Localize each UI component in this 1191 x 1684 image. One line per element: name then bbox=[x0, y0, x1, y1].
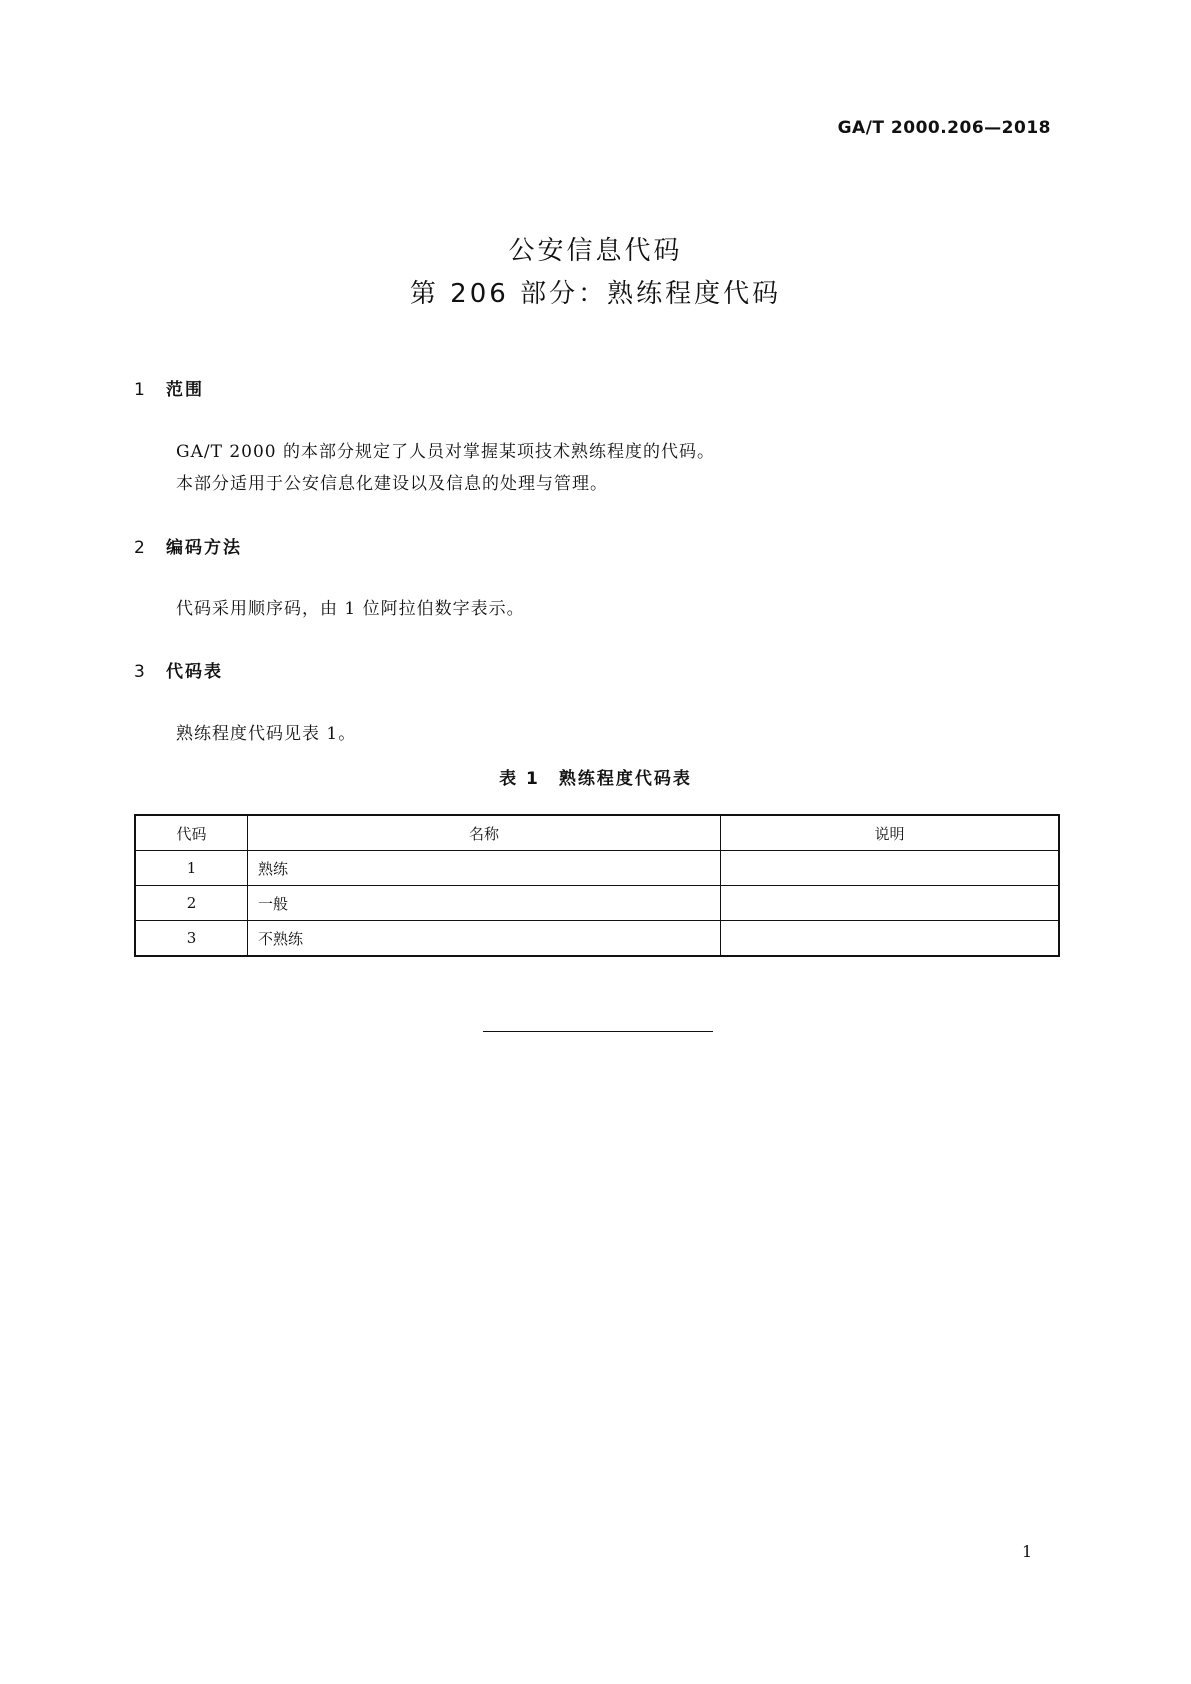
table-row bbox=[135, 851, 1059, 886]
cell-note bbox=[721, 851, 1060, 886]
paragraph: GA/T 2000 的本部分规定了人员对掌握某项技术熟练程度的代码。 bbox=[176, 442, 715, 462]
cell-code: 3 bbox=[135, 921, 248, 957]
cell-name: 不熟练 bbox=[248, 921, 721, 957]
section-title: 代码表 bbox=[166, 662, 223, 682]
section-title: 编码方法 bbox=[166, 538, 242, 558]
paragraph: 代码采用顺序码，由 1 位阿拉伯数字表示。 bbox=[176, 599, 525, 619]
cell-name: 一般 bbox=[248, 886, 721, 921]
standard-code: GA/T 2000.206—2018 bbox=[837, 118, 1051, 138]
column-header-note: 说明 bbox=[721, 815, 1060, 851]
end-rule bbox=[483, 1031, 713, 1032]
code-table bbox=[134, 814, 1060, 957]
paragraph: 本部分适用于公安信息化建设以及信息的处理与管理。 bbox=[176, 474, 608, 494]
document-subtitle: 第 206 部分：熟练程度代码 bbox=[409, 279, 782, 309]
section-heading-code-table bbox=[134, 657, 223, 682]
table-row bbox=[135, 921, 1059, 957]
table-row bbox=[135, 886, 1059, 921]
section-number: 2 bbox=[134, 538, 147, 558]
cell-note bbox=[721, 886, 1060, 921]
paragraph: 熟练程度代码见表 1。 bbox=[176, 724, 357, 744]
section-heading-coding-method bbox=[134, 533, 242, 558]
table-caption: 表 1 熟练程度代码表 bbox=[499, 769, 692, 789]
cell-code: 1 bbox=[135, 851, 248, 886]
section-number: 1 bbox=[134, 380, 147, 400]
section-heading-scope bbox=[134, 375, 204, 400]
table-header-row bbox=[135, 815, 1059, 851]
page-number: 1 bbox=[1022, 1542, 1033, 1561]
column-header-name: 名称 bbox=[248, 815, 721, 851]
section-number: 3 bbox=[134, 662, 147, 682]
cell-name: 熟练 bbox=[248, 851, 721, 886]
cell-code: 2 bbox=[135, 886, 248, 921]
cell-note bbox=[721, 921, 1060, 957]
section-title: 范围 bbox=[166, 380, 204, 400]
column-header-code: 代码 bbox=[135, 815, 248, 851]
document-title: 公安信息代码 bbox=[508, 236, 683, 266]
